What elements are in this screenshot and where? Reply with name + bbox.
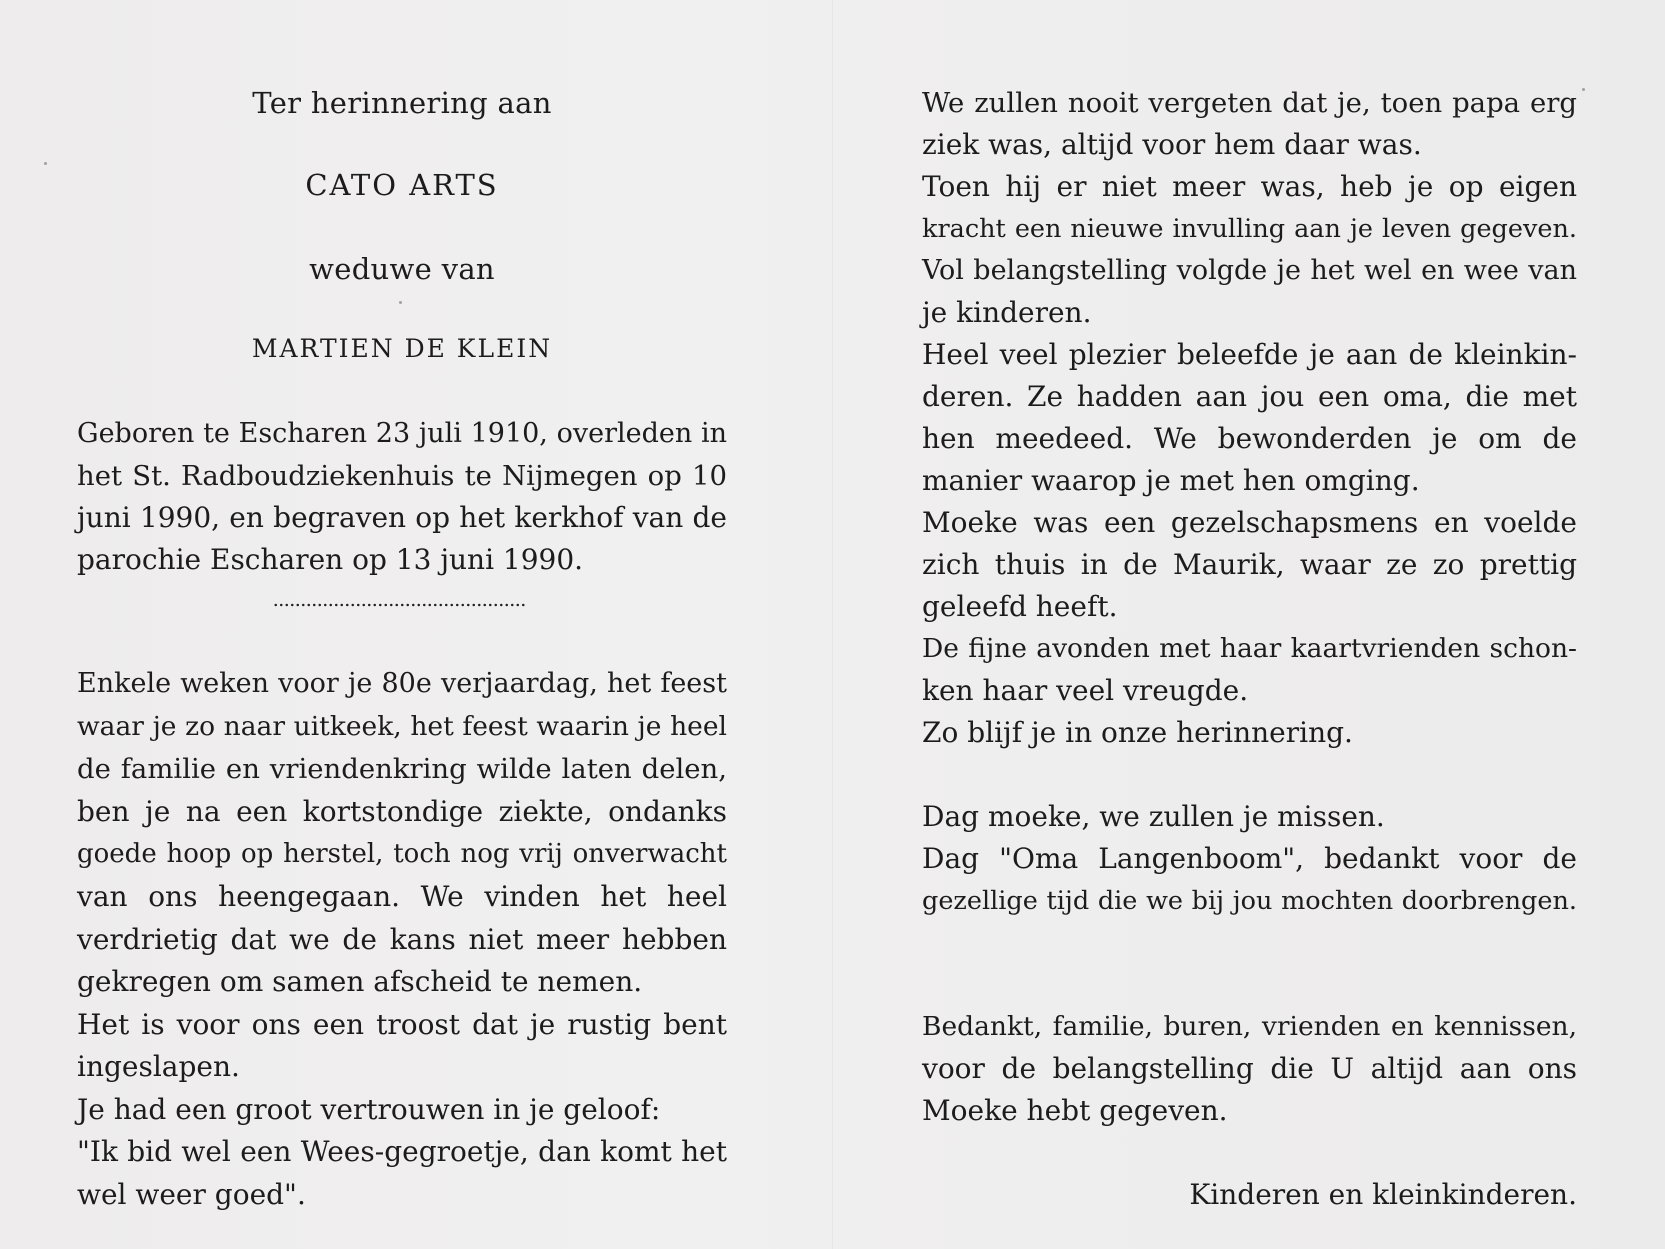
bio-line: parochie Escharen op 13 juni 1990.: [77, 543, 584, 576]
farewell-line: Dag "Oma Langenboom", bedankt voor de: [922, 842, 1577, 875]
thanks-line: Bedankt, familie, buren, vrienden en kennissen,: [922, 1011, 1577, 1042]
memorial-line: de familie en vriendenkring wilde laten delen,: [77, 753, 727, 785]
memorial-line: gekregen om samen afscheid te nemen.: [77, 965, 643, 998]
farewell-line: Dag moeke, we zullen je missen.: [922, 800, 1385, 833]
memorial-line: geleefd heeft.: [922, 590, 1118, 623]
memorial-line: Heel veel plezier beleefde je aan de kleinkin-: [922, 338, 1577, 371]
bio-line: het St. Radboudziekenhuis te Nijmegen op 10: [77, 460, 727, 492]
memorial-line: ziek was, altijd voor hem daar was.: [922, 128, 1422, 161]
memorial-line: zich thuis in de Maurik, waar ze zo prettig: [922, 548, 1577, 581]
memorial-line: "Ik bid wel een Wees-gegroetje, dan komt het: [77, 1135, 727, 1168]
intro-text: Ter herinnering aan: [252, 86, 552, 120]
thanks-line: voor de belangstelling die U altijd aan ons: [922, 1052, 1577, 1085]
memorial-line: ingeslapen.: [77, 1050, 240, 1083]
deceased-name: CATO ARTS: [305, 168, 499, 202]
signature: Kinderen en kleinkinderen.: [1189, 1178, 1577, 1211]
memorial-line: ben je na een kortstondige ziekte, ondanks: [77, 795, 727, 828]
spouse-name: MARTIEN DE KLEIN: [251, 334, 553, 363]
memorial-line: ken haar veel vreugde.: [922, 674, 1249, 707]
paper-speck: [399, 301, 402, 304]
relation-text: weduwe van: [309, 252, 495, 286]
memorial-line: We zullen nooit vergeten dat je, toen papa erg: [922, 87, 1577, 119]
memorial-line: Moeke was een gezelschapsmens en voelde: [922, 506, 1577, 539]
memorial-line: Zo blijf je in onze herinnering.: [922, 716, 1353, 749]
memorial-line: van ons heengegaan. We vinden het heel: [77, 880, 727, 913]
memorial-line: Toen hij er niet meer was, heb je op eigen: [922, 170, 1577, 203]
separator-dots: [273, 603, 525, 607]
memorial-line: deren. Ze hadden aan jou een oma, die met: [922, 380, 1577, 413]
card-fold: [832, 0, 833, 1249]
bio-line: juni 1990, en begraven op het kerkhof van de: [77, 501, 727, 534]
paper-speck: [1582, 88, 1585, 91]
memorial-line: Het is voor ons een troost dat je rustig bent: [77, 1008, 727, 1041]
memorial-line: verdrietig dat we de kans niet meer hebben: [77, 923, 727, 956]
memorial-line: waar je zo naar uitkeek, het feest waarin je heel: [77, 711, 727, 742]
bio-line: Geboren te Escharen 23 juli 1910, overleden in: [77, 418, 727, 449]
memorial-line: manier waarop je met hen omging.: [922, 464, 1420, 497]
memorial-line: kracht een nieuwe invulling aan je leven gegeven.: [922, 214, 1577, 244]
memorial-line: hen meedeed. We bewonderden je om de: [922, 422, 1577, 455]
paper-speck: [44, 162, 47, 165]
memorial-line: Enkele weken voor je 80e verjaardag, het feest: [77, 668, 727, 699]
memorial-line: je kinderen.: [922, 296, 1092, 329]
memorial-line: De fijne avonden met haar kaartvrienden schon-: [922, 633, 1577, 664]
farewell-line: gezellige tijd die we bij jou mochten doorbrengen.: [922, 886, 1577, 916]
memorial-line: Je had een groot vertrouwen in je geloof:: [77, 1093, 661, 1126]
thanks-line: Moeke hebt gegeven.: [922, 1094, 1228, 1127]
memorial-line: goede hoop op herstel, toch nog vrij onverwacht: [77, 839, 727, 869]
memorial-line: wel weer goed".: [77, 1178, 306, 1211]
memorial-line: Vol belangstelling volgde je het wel en wee van: [922, 255, 1577, 286]
